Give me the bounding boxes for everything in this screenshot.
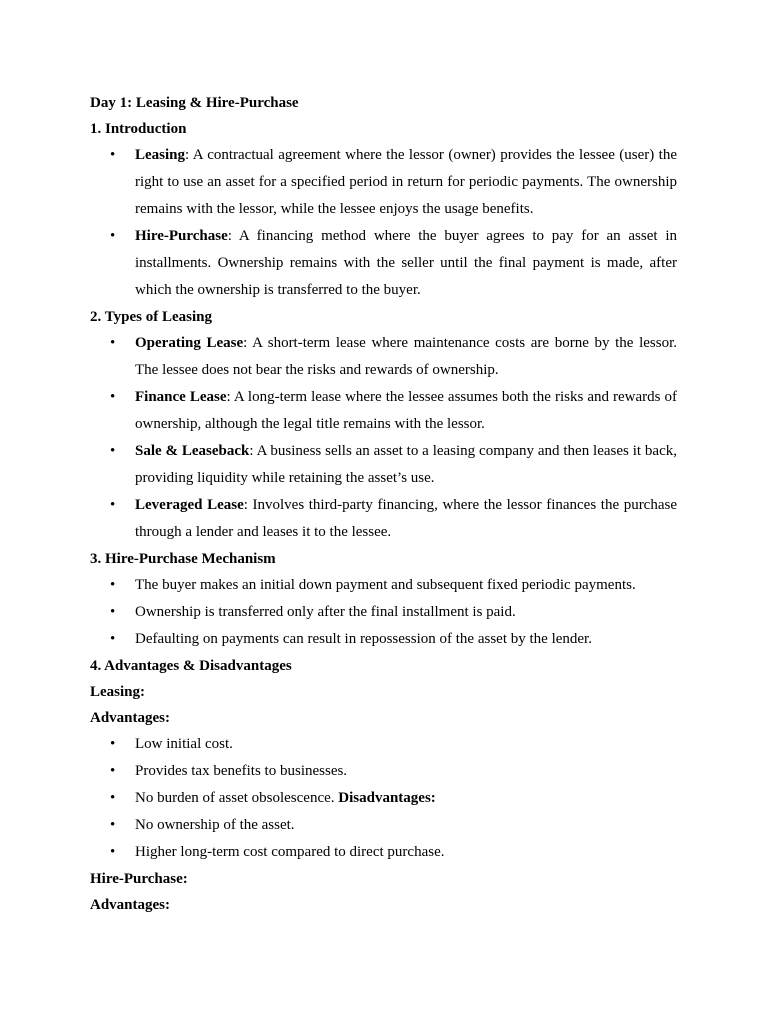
list-item-text: Ownership is transferred only after the final installment is paid.	[135, 604, 516, 620]
bullet-icon: •	[110, 790, 116, 806]
term-label: Leasing	[135, 147, 186, 163]
document-title: Day 1: Leasing & Hire-Purchase	[90, 95, 299, 111]
document-body	[90, 90, 677, 918]
section-heading-types-of-leasing: 2. Types of Leasing	[90, 309, 212, 325]
list-item-text: The buyer makes an initial down payment and subsequent fixed periodic payments.	[135, 577, 636, 593]
list-item	[90, 785, 677, 812]
bullet-icon: •	[110, 497, 116, 513]
list-item	[90, 731, 677, 758]
list-item-text: No ownership of the asset.	[135, 817, 295, 833]
section-heading-advantages-disadvantages: 4. Advantages & Disadvantages	[90, 658, 292, 674]
list-item	[90, 812, 677, 839]
bullet-icon: •	[110, 335, 116, 351]
section-heading-introduction: 1. Introduction	[90, 121, 187, 137]
subheading-hire-purchase: Hire-Purchase:	[90, 871, 188, 887]
bullet-icon: •	[110, 147, 116, 163]
subheading-advantages: Advantages:	[90, 710, 171, 726]
list-item-text: Defaulting on payments can result in repossession of the asset by the lender.	[135, 631, 592, 647]
hire-purchase-mechanism-list	[90, 572, 677, 653]
bullet-icon: •	[110, 604, 116, 620]
list-item	[90, 599, 677, 626]
subheading-hire-purchase-advantages: Advantages:	[90, 897, 171, 913]
term-definition: : A short-term lease where maintenance costs are borne by the lessor. The lessee does not bear the risks and rewards of ownership.	[135, 335, 677, 378]
bullet-icon: •	[110, 763, 116, 779]
list-item	[90, 330, 677, 384]
list-item	[90, 384, 677, 438]
list-item	[90, 572, 677, 599]
term-label: Finance Lease	[135, 389, 227, 405]
bullet-icon: •	[110, 844, 116, 860]
list-item	[90, 626, 677, 653]
bullet-icon: •	[110, 577, 116, 593]
bullet-icon: •	[110, 631, 116, 647]
list-item	[90, 839, 677, 866]
subheading-leasing: Leasing:	[90, 684, 146, 700]
bullet-icon: •	[110, 443, 116, 459]
term-definition: : A contractual agreement where the lessor (owner) provides the lessee (user) the right to use an asset for a specified period in return for periodic payments. The ownership remains with the lessor, while the lessee enjoys the usage benefits.	[135, 147, 677, 217]
term-label: Sale & Leaseback	[135, 443, 250, 459]
leasing-advantages-list	[90, 731, 677, 866]
section-heading-hire-purchase-mechanism: 3. Hire-Purchase Mechanism	[90, 551, 276, 567]
term-label: Hire-Purchase	[135, 228, 228, 244]
bullet-icon: •	[110, 389, 116, 405]
term-label: Operating Lease	[135, 335, 244, 351]
bullet-icon: •	[110, 228, 116, 244]
list-item	[90, 142, 677, 223]
subheading-disadvantages: Disadvantages:	[338, 790, 436, 806]
list-item-text: Low initial cost.	[135, 736, 233, 752]
term-definition: : A financing method where the buyer agrees to pay for an asset in installments. Ownership remains with the seller until the final payment is made, after which the ownership is transferred to the buyer.	[135, 228, 677, 298]
list-item-text: No burden of asset obsolescence.	[135, 790, 339, 806]
bullet-icon: •	[110, 817, 116, 833]
term-definition: : Involves third-party financing, where the lessor finances the purchase through a lender and leases it to the lessee.	[135, 497, 677, 540]
list-item	[90, 758, 677, 785]
bullet-icon: •	[110, 736, 116, 752]
list-item	[90, 492, 677, 546]
term-label: Leveraged Lease	[135, 497, 244, 513]
list-item-text: Higher long-term cost compared to direct purchase.	[135, 844, 445, 860]
list-item-text: Provides tax benefits to businesses.	[135, 763, 348, 779]
introduction-list	[90, 142, 677, 304]
types-of-leasing-list	[90, 330, 677, 546]
list-item	[90, 223, 677, 304]
term-definition: : A long-term lease where the lessee assumes both the risks and rewards of ownership, although the legal title remains with the lessor.	[135, 389, 677, 432]
term-definition: : A business sells an asset to a leasing company and then leases it back, providing liquidity while retaining the asset’s use.	[135, 443, 677, 486]
list-item	[90, 438, 677, 492]
